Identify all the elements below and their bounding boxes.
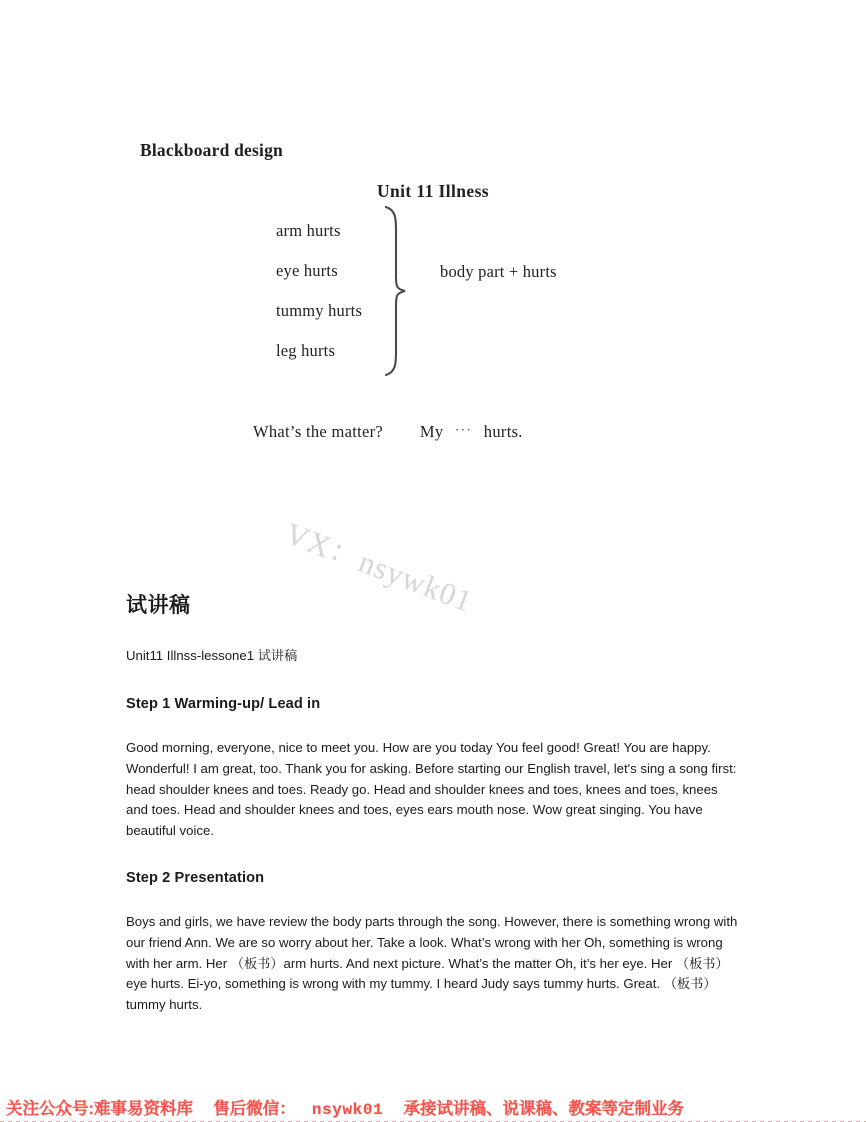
blackboard-design-label: Blackboard design — [140, 140, 283, 160]
curly-brace — [378, 205, 408, 377]
list-item: tummy hurts — [276, 301, 363, 320]
footer-wechat-label: 售后微信： — [213, 1100, 296, 1118]
list-item: eye hurts — [276, 261, 338, 280]
step-1-heading: Step 1 Warming-up/ Lead in — [126, 696, 321, 712]
step-2-heading: Step 2 Presentation — [126, 869, 265, 886]
footer-promo-text — [6, 1095, 862, 1119]
list-item: arm hurts — [276, 221, 341, 240]
answer-prefix: My — [419, 422, 444, 441]
footer-wechat-id: nsywk01 — [311, 1101, 384, 1119]
footer-services-text: 承接试讲稿、说课稿、教案等定制业务 — [403, 1100, 684, 1118]
watermark: VX：nsywk01 — [280, 515, 478, 620]
step-1-body: Good morning, everyone, nice to meet you. How are you today You feel good! Great! You are happy. Wonderful! I am great, too. Thank you for asking. Before starting our English travel, let's sing a song first: head shoulder knees and toes. Ready go. Head and shoulder knees and toes, knees and toes, knees and toes. Head and shoulder knees and toes, eyes ears mouth nose. Wow great singing. You have beautiful voice. — [126, 740, 737, 839]
question-text: What’s the matter? — [253, 422, 384, 441]
answer-suffix: hurts. — [483, 422, 523, 441]
footer-account-text: 关注公众号:难事易资料库 — [6, 1100, 193, 1118]
unit-title: Unit 11 Illness — [377, 181, 489, 201]
ellipsis-dots: ··· — [454, 422, 473, 437]
footer-banner — [0, 1080, 866, 1122]
teaching-script-region — [126, 592, 740, 1016]
formula-text: body part + hurts — [440, 262, 557, 281]
script-subtitle: Unit11 Illnss-lessone1 试讲稿 — [126, 648, 298, 663]
step-2-body: Boys and girls, we have review the body parts through the song. However, there is something wrong with our friend Ann. We are so worry about her. Take a look. What’s wrong with her Oh, something is wrong with her arm. Her （板书）arm hurts. And next picture. What’s the matter Oh, it’s her eye. Her （板书）eye hurts. Ei-yo, something is wrong with my tummy. I heard Judy says tummy hurts. Great. （板书）tummy hurts. — [126, 913, 738, 1013]
list-item: leg hurts — [276, 341, 336, 360]
question-answer-line — [253, 422, 523, 442]
page-title: 试讲稿 — [126, 594, 191, 617]
